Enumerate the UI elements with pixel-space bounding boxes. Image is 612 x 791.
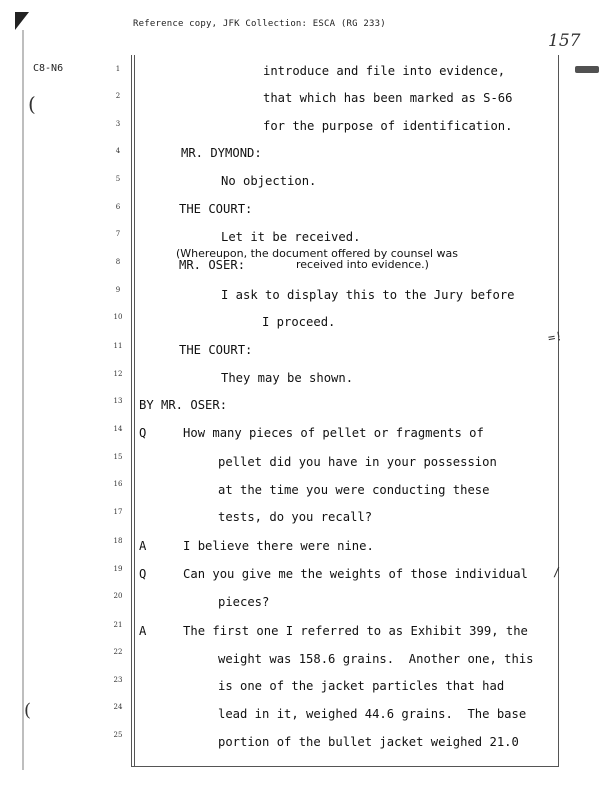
pen-mark: / [553, 565, 561, 579]
question-line: Q Can you give me the weights of those individual [139, 567, 528, 581]
transcript-line: I proceed. [262, 315, 336, 329]
transcript-line: at the time you were conducting these [218, 483, 490, 497]
speaker-label: THE COURT: [179, 343, 253, 357]
stamp-mark [575, 66, 599, 73]
transcript-line: portion of the bullet jacket weighed 21.0 [218, 735, 519, 749]
transcript-line: I ask to display this to the Jury before [221, 288, 515, 302]
line-number: 20 [113, 592, 123, 600]
margin-rule [131, 55, 132, 767]
margin-scratch-mark: =! [546, 328, 564, 346]
line-number: 3 [115, 120, 121, 128]
transcript-line: lead in it, weighed 44.6 grains. The base [218, 707, 527, 721]
line-number: 23 [113, 676, 123, 684]
side-code: C8-N6 [33, 63, 64, 74]
line-number: 8 [115, 258, 121, 266]
line-number: 5 [115, 175, 121, 183]
line-number: 15 [113, 453, 123, 461]
line-number: 10 [113, 313, 123, 321]
handwritten-page-number: 157 [548, 31, 581, 51]
parenthetical-line: (Whereupon, the document offered by counsel was [176, 247, 458, 260]
transcript-line: No objection. [221, 174, 317, 188]
answer-line: A I believe there were nine. [139, 539, 374, 553]
parenthetical-line: received into evidence.) [296, 258, 429, 271]
transcript-line: that which has been marked as S-66 [263, 91, 513, 105]
line-number: 14 [113, 425, 123, 433]
speaker-label: MR. OSER: [179, 258, 246, 272]
right-rule [558, 55, 559, 767]
line-number: 13 [113, 397, 123, 405]
line-number: 19 [113, 565, 123, 573]
line-number: 17 [113, 508, 123, 516]
left-margin-bar [22, 30, 24, 770]
line-number: 7 [115, 230, 121, 238]
transcript-line: is one of the jacket particles that had [218, 679, 505, 693]
transcript-line: weight was 158.6 grains. Another one, this [218, 652, 534, 666]
line-number: 18 [113, 537, 123, 545]
transcript-line: pellet did you have in your possession [218, 455, 497, 469]
line-number: 11 [113, 342, 123, 350]
line-number: 1 [115, 65, 121, 73]
margin-rule [134, 55, 135, 767]
transcript-line: tests, do you recall? [218, 510, 373, 524]
corner-mark [15, 12, 29, 30]
answer-line: A The first one I referred to as Exhibit 399, the [139, 624, 528, 638]
speaker-label: THE COURT: [179, 202, 253, 216]
bottom-rule [131, 766, 559, 767]
line-number: 21 [113, 621, 123, 629]
line-number: 16 [113, 480, 123, 488]
header-reference: Reference copy, JFK Collection: ESCA (RG 233) [133, 19, 386, 29]
line-number: 6 [115, 203, 121, 211]
question-line: Q How many pieces of pellet or fragments of [139, 426, 484, 440]
speaker-label: MR. DYMOND: [181, 146, 262, 160]
line-number: 25 [113, 731, 123, 739]
left-bracket-mark: ( [28, 92, 36, 116]
transcript-line: They may be shown. [221, 371, 354, 385]
transcript-line: for the purpose of identification. [263, 119, 513, 133]
transcript-line: pieces? [218, 595, 270, 609]
examination-label: BY MR. OSER: [139, 398, 228, 412]
transcript-line: Let it be received. [221, 230, 361, 244]
transcript-line: introduce and file into evidence, [263, 64, 506, 78]
line-number: 12 [113, 370, 123, 378]
line-number: 9 [115, 286, 121, 294]
line-number: 22 [113, 648, 123, 656]
left-bracket-mark: ( [24, 700, 32, 721]
line-number: 2 [115, 92, 121, 100]
line-number: 24 [113, 703, 123, 711]
line-number: 4 [115, 147, 121, 155]
